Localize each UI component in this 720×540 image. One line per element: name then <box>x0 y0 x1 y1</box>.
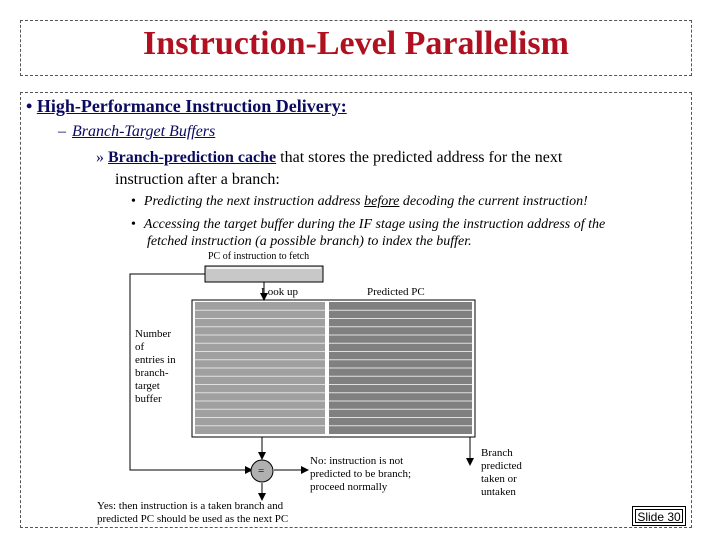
no-line: predicted to be branch; <box>310 468 412 480</box>
chevron-marker: » <box>96 149 104 166</box>
bullet-prediction-cache-cont: instruction after a branch: <box>115 171 280 188</box>
branch-line: predicted <box>481 460 522 472</box>
no-line: proceed normally <box>310 481 388 493</box>
slide-number-box <box>632 506 686 526</box>
slide-number: Slide 30 <box>635 509 683 523</box>
entries-line: Number <box>135 328 172 340</box>
dot-marker: • <box>131 217 136 232</box>
entries-line: buffer <box>135 393 162 405</box>
dash-marker: – <box>58 123 66 140</box>
no-label <box>310 455 411 494</box>
no-line: No: instruction is not <box>310 455 404 467</box>
bullet-text: that stores the predicted address for the next <box>276 149 563 166</box>
bullet-accessing-cont: fetched instruction (a possible branch) to index the buffer. <box>147 234 472 249</box>
entries-line: branch- <box>135 367 169 379</box>
yes-line: predicted PC should be used as the next PC <box>97 513 289 525</box>
entries-label <box>135 328 176 406</box>
text-pre: Predicting the next instruction address <box>143 194 365 209</box>
branch-line: untaken <box>481 486 516 498</box>
term-branch-prediction-cache: Branch-prediction cache <box>108 149 277 166</box>
branch-line: taken or <box>481 473 517 485</box>
text-post: decoding the current instruction! <box>399 194 588 209</box>
bullet-text: Branch-Target Buffers <box>72 123 216 140</box>
pc-label: PC of instruction to fetch <box>208 251 310 262</box>
entries-line: of <box>135 341 145 353</box>
text-emphasis: before <box>364 194 400 209</box>
yes-line: Yes: then instruction is a taken branch and <box>97 500 284 512</box>
lookup-label: Look up <box>261 286 298 298</box>
bullet-marker: • <box>26 96 33 116</box>
dot-marker: • <box>131 194 136 209</box>
entries-line: target <box>135 380 160 392</box>
text-line1: Accessing the target buffer during the IF stage using the instruction address of the <box>143 217 606 232</box>
branch-label <box>481 447 522 499</box>
predicted-pc-label: Predicted PC <box>367 286 425 298</box>
bullet-text: High-Performance Instruction Delivery: <box>36 96 347 116</box>
entries-line: entries in <box>135 354 176 366</box>
compare-symbol: = <box>258 465 265 477</box>
branch-line: Branch <box>481 447 513 459</box>
yes-label <box>97 500 288 526</box>
slide-title: Instruction-Level Parallelism <box>143 25 569 62</box>
